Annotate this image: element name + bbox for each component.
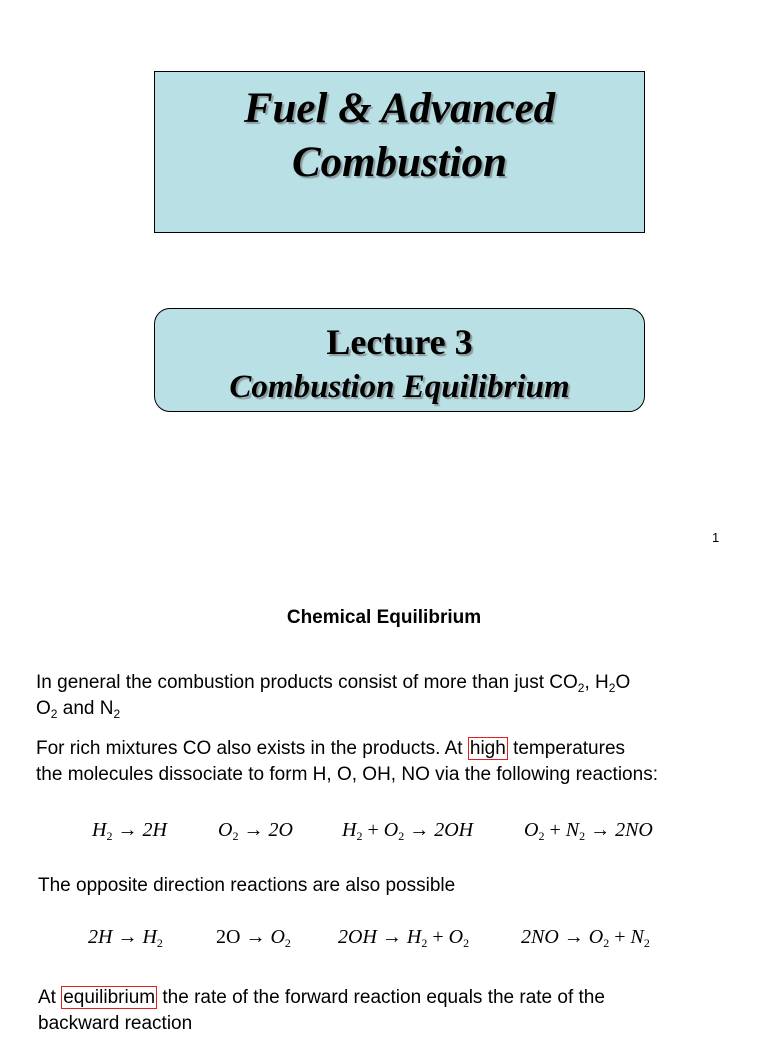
p4-text-b: the rate of the forward reaction equals the rate of the [157,987,605,1008]
reaction-oh-decomposition: $2OH \to H_2 + O_2$ [338,926,470,950]
p2-text-c: the molecules dissociate to form H, O, OH, NO via the following reactions: [36,764,658,785]
title-line-2: Combustion [291,139,508,186]
paragraph-dissociation [36,736,658,788]
title-box [154,71,645,233]
p1-text-c: O [615,672,631,693]
reaction-oh-formation: $H_2 + O_2 \to 2OH$ [342,819,474,843]
p1-text-e: and N [57,698,114,719]
title-line-1: Fuel & Advanced [243,85,556,132]
p2-text-a: For rich mixtures CO also exists in the products. At [36,738,468,759]
lecture-box [154,308,645,412]
paragraph-equilibrium [38,985,605,1037]
lecture-subtitle: Combustion Equilibrium [229,369,570,405]
paragraph-opposite: The opposite direction reactions are also possible [38,875,456,896]
page-number: 1 [712,530,720,545]
highlight-high: high [469,738,506,759]
reaction-no-formation: $O_2 + N_2 \to 2NO$ [524,819,653,843]
paragraph-products [36,670,630,722]
reaction-h-recombination: $2H \to H_2$ [88,926,163,950]
reaction-h2-dissociation: $H_2 \to 2H$ [92,819,167,843]
lecture-number: Lecture 3 [326,322,473,362]
section-heading: Chemical Equilibrium [286,607,482,628]
reaction-o-recombination: $2O \to O_2$ [216,926,291,950]
p1-sub-o2: 2 [50,707,58,721]
p1-text-b: , H [584,672,609,693]
p1-sub-h2o: 2 [608,681,616,695]
p2-text-b: temperatures [507,738,626,759]
p1-text-a: In general the combustion products consist of more than just CO [36,672,578,693]
p4-text-a: At [38,987,62,1008]
highlight-equilibrium: equilibrium [63,987,156,1008]
reaction-o2-dissociation: $O_2 \to 2O$ [218,819,293,843]
p1-sub-co2: 2 [577,681,585,695]
p1-sub-n2: 2 [113,707,121,721]
reaction-no-decomposition: $2NO \to O_2 + N_2$ [521,926,650,950]
p4-text-c: backward reaction [38,1013,193,1034]
p1-text-d: O [36,698,51,719]
